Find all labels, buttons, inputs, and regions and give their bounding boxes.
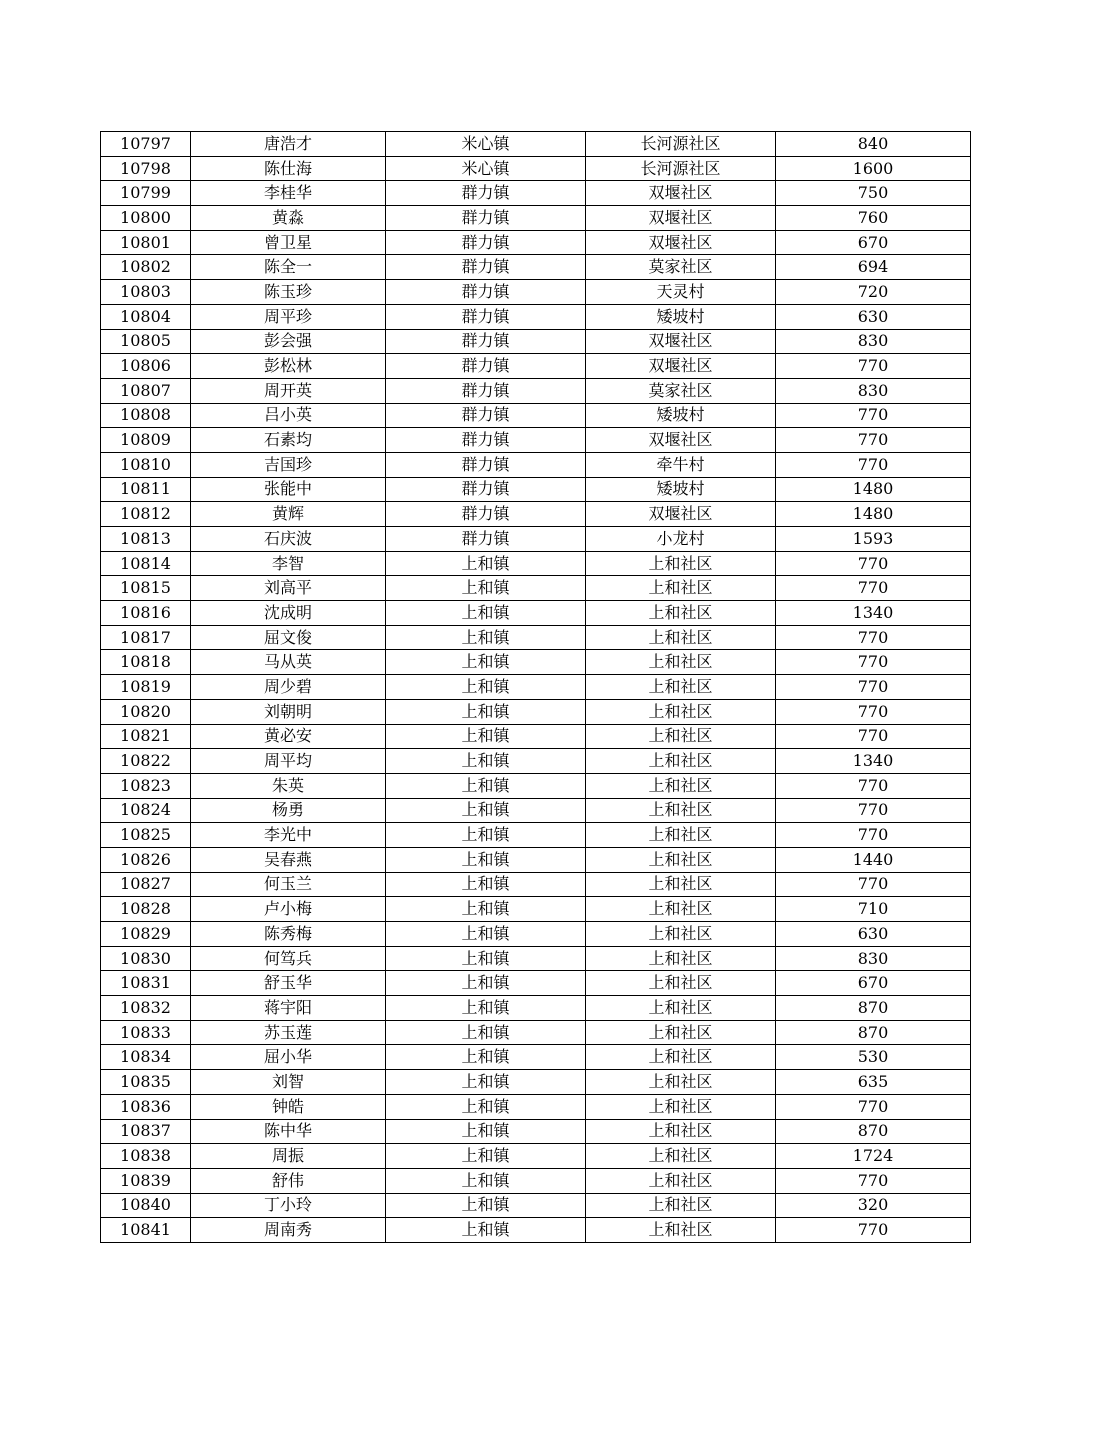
- data-table: [100, 131, 971, 1243]
- cell-id: 10823: [101, 773, 191, 798]
- cell-id: 10830: [101, 946, 191, 971]
- cell-name: 黄辉: [191, 502, 386, 527]
- cell-name: 彭会强: [191, 329, 386, 354]
- cell-town: 上和镇: [386, 576, 586, 601]
- cell-id: 10837: [101, 1119, 191, 1144]
- table-row: [101, 1168, 971, 1193]
- cell-town: 群力镇: [386, 403, 586, 428]
- cell-amount: 770: [776, 724, 971, 749]
- cell-amount: 1593: [776, 527, 971, 552]
- cell-town: 群力镇: [386, 378, 586, 403]
- cell-community: 上和社区: [586, 1094, 776, 1119]
- cell-id: 10806: [101, 354, 191, 379]
- cell-community: 上和社区: [586, 946, 776, 971]
- cell-amount: 670: [776, 971, 971, 996]
- cell-town: 上和镇: [386, 1045, 586, 1070]
- table-row: [101, 576, 971, 601]
- cell-community: 双堰社区: [586, 502, 776, 527]
- cell-town: 群力镇: [386, 502, 586, 527]
- cell-amount: 770: [776, 403, 971, 428]
- cell-id: 10819: [101, 675, 191, 700]
- cell-id: 10798: [101, 156, 191, 181]
- cell-id: 10827: [101, 872, 191, 897]
- table-row: [101, 847, 971, 872]
- cell-name: 周平均: [191, 749, 386, 774]
- cell-amount: 830: [776, 329, 971, 354]
- cell-name: 沈成明: [191, 601, 386, 626]
- cell-community: 上和社区: [586, 823, 776, 848]
- cell-town: 上和镇: [386, 1020, 586, 1045]
- table-row: [101, 329, 971, 354]
- cell-community: 长河源社区: [586, 132, 776, 157]
- table-row: [101, 206, 971, 231]
- cell-town: 上和镇: [386, 1094, 586, 1119]
- cell-name: 陈玉珍: [191, 280, 386, 305]
- cell-community: 上和社区: [586, 1045, 776, 1070]
- cell-name: 舒玉华: [191, 971, 386, 996]
- cell-id: 10799: [101, 181, 191, 206]
- table-row: [101, 971, 971, 996]
- cell-town: 上和镇: [386, 1168, 586, 1193]
- cell-amount: 750: [776, 181, 971, 206]
- cell-name: 卢小梅: [191, 897, 386, 922]
- cell-name: 彭松林: [191, 354, 386, 379]
- cell-id: 10805: [101, 329, 191, 354]
- cell-community: 上和社区: [586, 847, 776, 872]
- table-body: [101, 132, 971, 1243]
- cell-id: 10822: [101, 749, 191, 774]
- cell-name: 马从英: [191, 650, 386, 675]
- cell-id: 10797: [101, 132, 191, 157]
- cell-id: 10807: [101, 378, 191, 403]
- cell-town: 群力镇: [386, 280, 586, 305]
- cell-id: 10839: [101, 1168, 191, 1193]
- cell-id: 10803: [101, 280, 191, 305]
- cell-id: 10834: [101, 1045, 191, 1070]
- cell-amount: 770: [776, 1218, 971, 1243]
- cell-town: 群力镇: [386, 477, 586, 502]
- table-row: [101, 428, 971, 453]
- table-row: [101, 625, 971, 650]
- cell-community: 上和社区: [586, 1144, 776, 1169]
- table-row: [101, 132, 971, 157]
- cell-town: 上和镇: [386, 1119, 586, 1144]
- table-row: [101, 946, 971, 971]
- cell-name: 吉国珍: [191, 452, 386, 477]
- cell-id: 10820: [101, 699, 191, 724]
- cell-community: 长河源社区: [586, 156, 776, 181]
- cell-town: 群力镇: [386, 354, 586, 379]
- cell-id: 10801: [101, 230, 191, 255]
- cell-name: 周平珍: [191, 304, 386, 329]
- cell-name: 黄淼: [191, 206, 386, 231]
- cell-town: 群力镇: [386, 428, 586, 453]
- cell-id: 10812: [101, 502, 191, 527]
- cell-town: 群力镇: [386, 329, 586, 354]
- cell-name: 周振: [191, 1144, 386, 1169]
- cell-community: 上和社区: [586, 1070, 776, 1095]
- cell-community: 矮坡村: [586, 477, 776, 502]
- cell-amount: 710: [776, 897, 971, 922]
- table-row: [101, 601, 971, 626]
- cell-community: 双堰社区: [586, 206, 776, 231]
- cell-town: 上和镇: [386, 1070, 586, 1095]
- cell-id: 10817: [101, 625, 191, 650]
- cell-id: 10840: [101, 1193, 191, 1218]
- cell-town: 上和镇: [386, 749, 586, 774]
- table-row: [101, 749, 971, 774]
- cell-community: 上和社区: [586, 724, 776, 749]
- cell-community: 上和社区: [586, 749, 776, 774]
- cell-amount: 1480: [776, 477, 971, 502]
- cell-name: 刘朝明: [191, 699, 386, 724]
- cell-id: 10824: [101, 798, 191, 823]
- cell-id: 10841: [101, 1218, 191, 1243]
- cell-community: 上和社区: [586, 798, 776, 823]
- cell-town: 上和镇: [386, 996, 586, 1021]
- cell-name: 苏玉莲: [191, 1020, 386, 1045]
- table-row: [101, 1094, 971, 1119]
- cell-town: 上和镇: [386, 897, 586, 922]
- cell-town: 上和镇: [386, 650, 586, 675]
- cell-town: 上和镇: [386, 1193, 586, 1218]
- cell-amount: 1440: [776, 847, 971, 872]
- cell-town: 上和镇: [386, 773, 586, 798]
- cell-id: 10802: [101, 255, 191, 280]
- table-row: [101, 922, 971, 947]
- table-row: [101, 452, 971, 477]
- cell-amount: 770: [776, 576, 971, 601]
- cell-amount: 770: [776, 1094, 971, 1119]
- cell-community: 上和社区: [586, 1218, 776, 1243]
- cell-community: 矮坡村: [586, 304, 776, 329]
- table-row: [101, 551, 971, 576]
- table-row: [101, 798, 971, 823]
- cell-name: 屈文俊: [191, 625, 386, 650]
- cell-community: 上和社区: [586, 625, 776, 650]
- cell-town: 上和镇: [386, 625, 586, 650]
- cell-amount: 1340: [776, 749, 971, 774]
- cell-town: 群力镇: [386, 255, 586, 280]
- cell-id: 10809: [101, 428, 191, 453]
- cell-amount: 770: [776, 699, 971, 724]
- cell-town: 上和镇: [386, 946, 586, 971]
- cell-amount: 770: [776, 452, 971, 477]
- table-row: [101, 502, 971, 527]
- cell-name: 刘高平: [191, 576, 386, 601]
- cell-amount: 670: [776, 230, 971, 255]
- cell-id: 10818: [101, 650, 191, 675]
- cell-amount: 770: [776, 428, 971, 453]
- cell-town: 上和镇: [386, 675, 586, 700]
- table-row: [101, 650, 971, 675]
- cell-name: 杨勇: [191, 798, 386, 823]
- cell-id: 10800: [101, 206, 191, 231]
- cell-community: 上和社区: [586, 897, 776, 922]
- table-row: [101, 527, 971, 552]
- cell-name: 陈秀梅: [191, 922, 386, 947]
- cell-amount: 830: [776, 946, 971, 971]
- cell-amount: 635: [776, 1070, 971, 1095]
- cell-id: 10838: [101, 1144, 191, 1169]
- cell-community: 上和社区: [586, 1119, 776, 1144]
- table-row: [101, 1218, 971, 1243]
- table-row: [101, 280, 971, 305]
- cell-amount: 770: [776, 625, 971, 650]
- cell-name: 周南秀: [191, 1218, 386, 1243]
- cell-amount: 770: [776, 872, 971, 897]
- cell-id: 10808: [101, 403, 191, 428]
- cell-town: 上和镇: [386, 922, 586, 947]
- cell-amount: 1340: [776, 601, 971, 626]
- cell-community: 上和社区: [586, 1168, 776, 1193]
- cell-community: 上和社区: [586, 699, 776, 724]
- cell-name: 朱英: [191, 773, 386, 798]
- cell-community: 莫家社区: [586, 378, 776, 403]
- cell-community: 小龙村: [586, 527, 776, 552]
- cell-id: 10836: [101, 1094, 191, 1119]
- table-row: [101, 724, 971, 749]
- cell-id: 10804: [101, 304, 191, 329]
- cell-name: 李桂华: [191, 181, 386, 206]
- cell-town: 上和镇: [386, 798, 586, 823]
- cell-name: 黄必安: [191, 724, 386, 749]
- cell-id: 10831: [101, 971, 191, 996]
- cell-community: 上和社区: [586, 1193, 776, 1218]
- cell-community: 矮坡村: [586, 403, 776, 428]
- cell-town: 上和镇: [386, 971, 586, 996]
- cell-id: 10826: [101, 847, 191, 872]
- cell-name: 张能中: [191, 477, 386, 502]
- cell-amount: 870: [776, 996, 971, 1021]
- cell-name: 周少碧: [191, 675, 386, 700]
- cell-amount: 870: [776, 1119, 971, 1144]
- cell-town: 上和镇: [386, 1218, 586, 1243]
- cell-town: 群力镇: [386, 527, 586, 552]
- cell-community: 上和社区: [586, 601, 776, 626]
- table-row: [101, 1193, 971, 1218]
- cell-community: 上和社区: [586, 551, 776, 576]
- cell-community: 上和社区: [586, 675, 776, 700]
- cell-name: 舒伟: [191, 1168, 386, 1193]
- cell-id: 10833: [101, 1020, 191, 1045]
- cell-name: 李智: [191, 551, 386, 576]
- cell-community: 上和社区: [586, 922, 776, 947]
- cell-amount: 840: [776, 132, 971, 157]
- table-row: [101, 773, 971, 798]
- cell-name: 李光中: [191, 823, 386, 848]
- cell-id: 10828: [101, 897, 191, 922]
- cell-id: 10813: [101, 527, 191, 552]
- cell-name: 吕小英: [191, 403, 386, 428]
- cell-id: 10811: [101, 477, 191, 502]
- cell-town: 群力镇: [386, 230, 586, 255]
- cell-name: 屈小华: [191, 1045, 386, 1070]
- table-row: [101, 675, 971, 700]
- table-row: [101, 1144, 971, 1169]
- cell-amount: 1480: [776, 502, 971, 527]
- table-row: [101, 1020, 971, 1045]
- cell-amount: 1724: [776, 1144, 971, 1169]
- cell-name: 石素均: [191, 428, 386, 453]
- cell-name: 刘智: [191, 1070, 386, 1095]
- table-row: [101, 897, 971, 922]
- cell-id: 10829: [101, 922, 191, 947]
- cell-community: 牵牛村: [586, 452, 776, 477]
- cell-town: 米心镇: [386, 156, 586, 181]
- cell-town: 群力镇: [386, 304, 586, 329]
- cell-town: 米心镇: [386, 132, 586, 157]
- cell-community: 双堰社区: [586, 230, 776, 255]
- cell-community: 上和社区: [586, 773, 776, 798]
- table-row: [101, 354, 971, 379]
- table-row: [101, 699, 971, 724]
- cell-amount: 770: [776, 675, 971, 700]
- cell-name: 蒋宇阳: [191, 996, 386, 1021]
- table-row: [101, 403, 971, 428]
- cell-town: 上和镇: [386, 724, 586, 749]
- table-row: [101, 181, 971, 206]
- cell-community: 双堰社区: [586, 354, 776, 379]
- cell-name: 吴春燕: [191, 847, 386, 872]
- cell-community: 上和社区: [586, 576, 776, 601]
- cell-amount: 770: [776, 354, 971, 379]
- cell-name: 曾卫星: [191, 230, 386, 255]
- cell-id: 10815: [101, 576, 191, 601]
- cell-amount: 694: [776, 255, 971, 280]
- cell-community: 上和社区: [586, 1020, 776, 1045]
- cell-community: 双堰社区: [586, 329, 776, 354]
- cell-town: 上和镇: [386, 699, 586, 724]
- cell-id: 10832: [101, 996, 191, 1021]
- cell-amount: 770: [776, 1168, 971, 1193]
- table-row: [101, 304, 971, 329]
- table-row: [101, 872, 971, 897]
- table-row: [101, 477, 971, 502]
- cell-amount: 770: [776, 650, 971, 675]
- cell-name: 钟皓: [191, 1094, 386, 1119]
- cell-town: 上和镇: [386, 847, 586, 872]
- cell-id: 10821: [101, 724, 191, 749]
- cell-amount: 770: [776, 551, 971, 576]
- cell-name: 唐浩才: [191, 132, 386, 157]
- cell-amount: 770: [776, 798, 971, 823]
- cell-community: 莫家社区: [586, 255, 776, 280]
- cell-community: 天灵村: [586, 280, 776, 305]
- cell-town: 上和镇: [386, 551, 586, 576]
- cell-community: 上和社区: [586, 971, 776, 996]
- cell-name: 陈中华: [191, 1119, 386, 1144]
- cell-amount: 830: [776, 378, 971, 403]
- table-row: [101, 230, 971, 255]
- cell-amount: 1600: [776, 156, 971, 181]
- table-row: [101, 156, 971, 181]
- cell-town: 上和镇: [386, 872, 586, 897]
- cell-id: 10825: [101, 823, 191, 848]
- table-row: [101, 1045, 971, 1070]
- cell-amount: 760: [776, 206, 971, 231]
- cell-community: 双堰社区: [586, 428, 776, 453]
- cell-amount: 320: [776, 1193, 971, 1218]
- cell-community: 上和社区: [586, 650, 776, 675]
- cell-name: 丁小玲: [191, 1193, 386, 1218]
- cell-id: 10814: [101, 551, 191, 576]
- cell-community: 上和社区: [586, 996, 776, 1021]
- cell-town: 上和镇: [386, 601, 586, 626]
- cell-town: 群力镇: [386, 206, 586, 231]
- cell-amount: 720: [776, 280, 971, 305]
- cell-amount: 870: [776, 1020, 971, 1045]
- cell-name: 陈全一: [191, 255, 386, 280]
- cell-community: 双堰社区: [586, 181, 776, 206]
- table-row: [101, 378, 971, 403]
- cell-name: 周开英: [191, 378, 386, 403]
- cell-community: 上和社区: [586, 872, 776, 897]
- cell-name: 石庆波: [191, 527, 386, 552]
- cell-name: 何玉兰: [191, 872, 386, 897]
- table-row: [101, 823, 971, 848]
- cell-amount: 530: [776, 1045, 971, 1070]
- cell-name: 何笃兵: [191, 946, 386, 971]
- cell-town: 上和镇: [386, 823, 586, 848]
- cell-name: 陈仕海: [191, 156, 386, 181]
- table-row: [101, 1070, 971, 1095]
- cell-town: 上和镇: [386, 1144, 586, 1169]
- cell-id: 10816: [101, 601, 191, 626]
- table-row: [101, 255, 971, 280]
- cell-id: 10810: [101, 452, 191, 477]
- cell-amount: 630: [776, 304, 971, 329]
- table-row: [101, 996, 971, 1021]
- table-row: [101, 1119, 971, 1144]
- cell-town: 群力镇: [386, 181, 586, 206]
- cell-amount: 770: [776, 773, 971, 798]
- cell-id: 10835: [101, 1070, 191, 1095]
- cell-amount: 770: [776, 823, 971, 848]
- cell-town: 群力镇: [386, 452, 586, 477]
- cell-amount: 630: [776, 922, 971, 947]
